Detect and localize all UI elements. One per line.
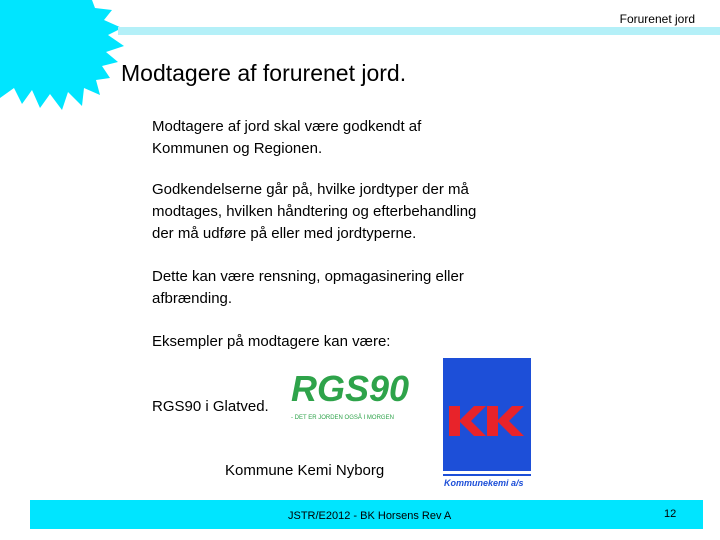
kommunekemi-logo [443,358,531,489]
slide-title: Modtagere af forurenet jord. [121,60,407,86]
example-kommune-kemi: Kommune Kemi Nyborg [225,462,385,479]
kommunekemi-logo-text: Kommunekemi a/s [444,478,524,488]
text-line: der må udføre på eller med jordtyperne. [152,225,417,242]
text-line: Kommunen og Regionen. [152,140,323,157]
rgs90-logo [287,363,417,423]
page-number: 12 [664,508,677,520]
header-band [118,27,720,35]
paragraph-permits [152,179,476,245]
rgs90-logo-text: RGS90 [291,368,410,409]
text-line: modtages, hvilken håndtering og efterbehandling [152,203,477,220]
text-line: afbrænding. [152,290,233,307]
example-rgs90: RGS90 i Glatved. [152,398,269,415]
paragraph-approval [152,116,421,160]
paragraph-examples: Eksempler på modtagere kan være: [152,333,391,350]
footer-text: JSTR/E2012 - BK Horsens Rev A [288,510,452,522]
header-label: Forurenet jord [619,12,695,26]
starburst-decoration [0,0,125,112]
paragraph-treatment [152,266,464,310]
rgs90-slogan: - DET ER JORDEN OGSÅ I MORGEN [291,415,394,421]
text-line: Dette kan være rensning, opmagasinering eller [152,268,464,285]
text-line: Modtagere af jord skal være godkendt af [152,118,422,135]
text-line: Godkendelserne går på, hvilke jordtyper der må [152,181,469,198]
